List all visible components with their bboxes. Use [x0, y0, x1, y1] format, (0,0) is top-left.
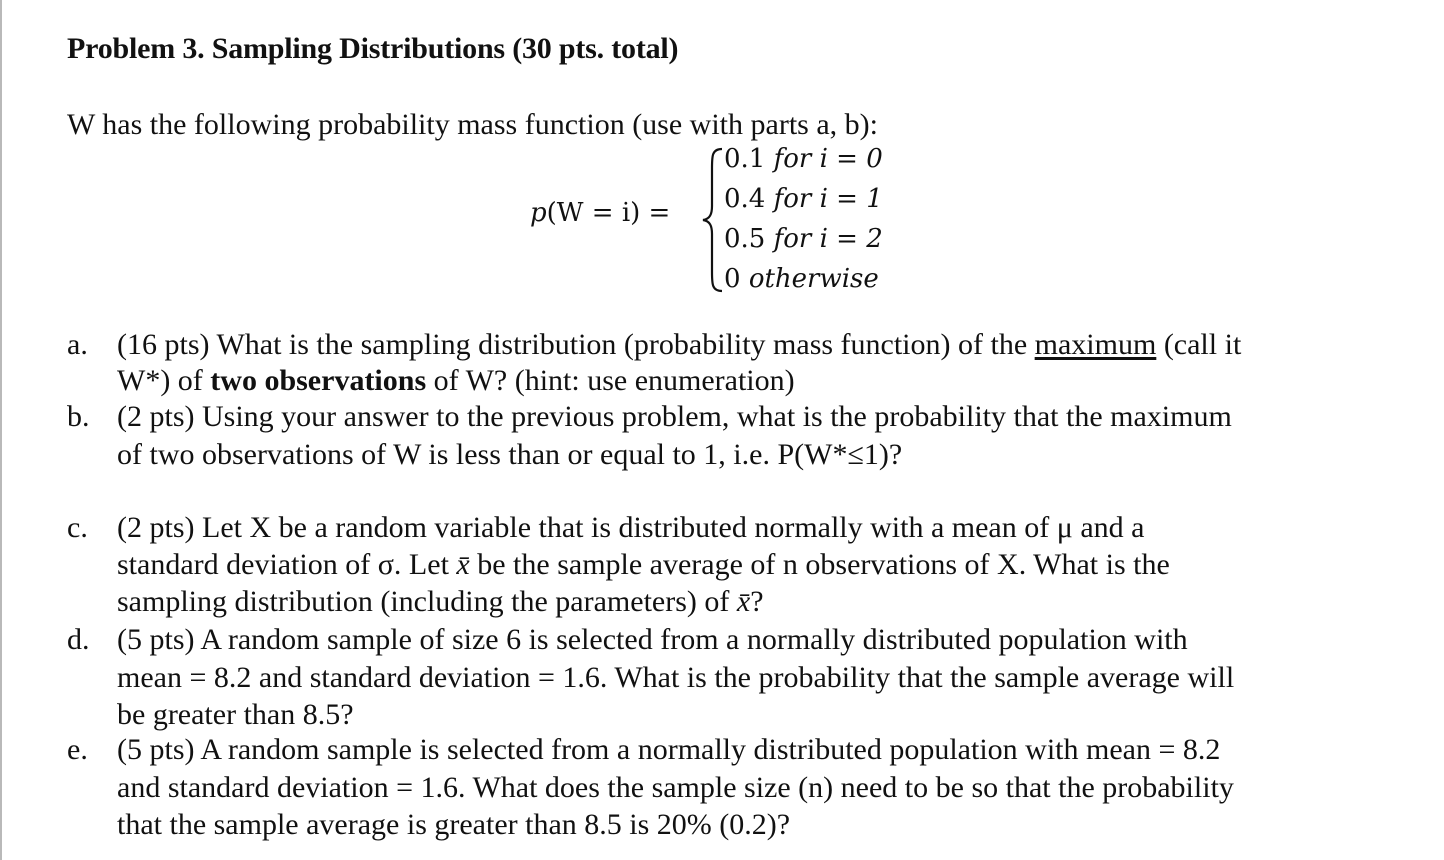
part-a-line-2: W*) of two observations of W? (hint: use enumeration): [117, 364, 795, 397]
left-brace: [700, 146, 726, 294]
part-b-marker: b.: [67, 400, 90, 433]
part-b-line-1: (2 pts) Using your answer to the previous problem, what is the probability that the maximum: [117, 400, 1232, 433]
x-bar-symbol: x̄: [456, 548, 470, 581]
pmf-case-0: 0.1 for i = 0: [724, 144, 883, 174]
pmf-lhs: [530, 198, 670, 228]
part-e-line-3: that the sample average is greater than 8.5 is 20% (0.2)?: [117, 808, 791, 841]
pmf-intro: W has the following probability mass function (use with parts a, b):: [67, 108, 878, 141]
maximum-underlined: maximum: [1034, 328, 1157, 361]
pmf-case-3: 0 otherwise: [724, 264, 879, 294]
part-c-line-1: (2 pts) Let X be a random variable that is distributed normally with a mean of μ and a: [117, 511, 1145, 544]
pmf-case-1: 0.4 for i = 1: [724, 184, 883, 214]
part-e-line-2: and standard deviation = 1.6. What does the sample size (n) need to be so that the probability: [117, 771, 1234, 804]
part-d-line-3: be greater than 8.5?: [117, 698, 354, 731]
part-c-line-3: sampling distribution (including the parameters) of x̄?: [117, 585, 764, 618]
part-e-marker: e.: [67, 733, 88, 766]
part-b-line-2: of two observations of W is less than or equal to 1, i.e. P(W*≤1)?: [117, 438, 903, 471]
part-a-line-1: (16 pts) What is the sampling distribution (probability mass function) of the maximum (call it: [117, 328, 1242, 361]
pmf-lhs-p: p: [530, 198, 547, 228]
x-bar-symbol: x̄: [736, 585, 751, 618]
pmf-lhs-rest: (W = i) =: [546, 198, 671, 228]
part-a-marker: a.: [67, 328, 88, 361]
part-e-line-1: (5 pts) A random sample is selected from a normally distributed population with mean = 8.2: [117, 733, 1221, 766]
part-c-marker: c.: [67, 511, 88, 544]
two-observations-bold: two observations: [210, 364, 427, 397]
part-c-line-2: standard deviation of σ. Let x̄ be the sample average of n observations of X. What is the: [117, 548, 1170, 581]
problem-title: Problem 3. Sampling Distributions (30 pts. total): [67, 32, 679, 65]
page-left-border: [0, 0, 2, 860]
part-d-line-2: mean = 8.2 and standard deviation = 1.6. What is the probability that the sample average will: [117, 661, 1235, 694]
part-d-line-1: (5 pts) A random sample of size 6 is selected from a normally distributed population with: [117, 623, 1188, 656]
pmf-case-2: 0.5 for i = 2: [724, 224, 883, 254]
part-d-marker: d.: [67, 623, 90, 656]
